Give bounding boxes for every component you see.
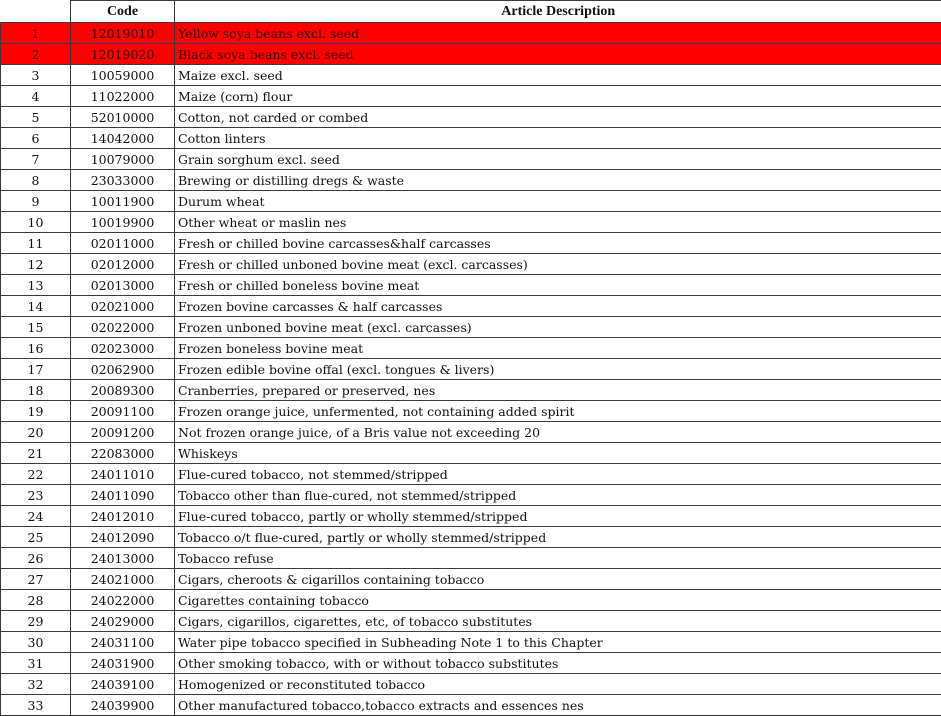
table-row [1,506,941,527]
row-description: Maize excl. seed [175,65,941,86]
row-number: 4 [1,86,71,107]
row-code: 24031100 [71,632,175,653]
row-number: 17 [1,359,71,380]
row-number: 31 [1,653,71,674]
row-description: Tobacco refuse [175,548,941,569]
row-description: Frozen edible bovine offal (excl. tongues & livers) [175,359,941,380]
row-code: 02012000 [71,254,175,275]
row-description: Whiskeys [175,443,941,464]
table-body [1,23,941,716]
row-description: Homogenized or reconstituted tobacco [175,674,941,695]
row-number: 7 [1,149,71,170]
row-code: 24039100 [71,674,175,695]
row-number: 5 [1,107,71,128]
row-code: 24011010 [71,464,175,485]
table-row [1,254,941,275]
row-code: 23033000 [71,170,175,191]
row-description: Fresh or chilled boneless bovine meat [175,275,941,296]
row-number: 21 [1,443,71,464]
row-number: 18 [1,380,71,401]
row-number: 8 [1,170,71,191]
row-code: 02022000 [71,317,175,338]
row-code: 12019020 [71,44,175,65]
row-number: 15 [1,317,71,338]
table-row [1,212,941,233]
row-description: Durum wheat [175,191,941,212]
table-row [1,443,941,464]
row-code: 20091100 [71,401,175,422]
row-number: 32 [1,674,71,695]
row-code: 24022000 [71,590,175,611]
row-description: Cotton linters [175,128,941,149]
table-row [1,632,941,653]
table-row [1,338,941,359]
table-row [1,86,941,107]
row-description: Cigars, cigarillos, cigarettes, etc, of tobacco substitutes [175,611,941,632]
table-row [1,485,941,506]
row-number: 1 [1,23,71,44]
row-code: 24039900 [71,695,175,716]
row-description: Tobacco o/t flue-cured, partly or wholly stemmed/stripped [175,527,941,548]
row-number: 25 [1,527,71,548]
row-code: 12019010 [71,23,175,44]
row-number: 23 [1,485,71,506]
table-row [1,695,941,716]
row-description: Brewing or distilling dregs & waste [175,170,941,191]
row-code: 10079000 [71,149,175,170]
table-row [1,548,941,569]
table-row [1,653,941,674]
row-description: Black soya beans excl. seed [175,44,941,65]
table-row [1,233,941,254]
row-code: 24021000 [71,569,175,590]
row-number: 26 [1,548,71,569]
table-row [1,317,941,338]
row-code: 02062900 [71,359,175,380]
row-description: Grain sorghum excl. seed [175,149,941,170]
table-row [1,44,941,65]
row-description: Cigars, cheroots & cigarillos containing tobacco [175,569,941,590]
row-description: Frozen boneless bovine meat [175,338,941,359]
row-code: 10019900 [71,212,175,233]
row-description: Fresh or chilled unboned bovine meat (excl. carcasses) [175,254,941,275]
row-code: 02021000 [71,296,175,317]
row-description: Frozen orange juice, unfermented, not containing added spirit [175,401,941,422]
row-code: 02011000 [71,233,175,254]
table-row [1,275,941,296]
row-number: 24 [1,506,71,527]
table-row [1,65,941,86]
row-code: 14042000 [71,128,175,149]
row-description: Water pipe tobacco specified in Subheading Note 1 to this Chapter [175,632,941,653]
table-row [1,170,941,191]
row-number: 27 [1,569,71,590]
row-number: 22 [1,464,71,485]
row-code: 24029000 [71,611,175,632]
row-description: Flue-cured tobacco, not stemmed/stripped [175,464,941,485]
row-number: 2 [1,44,71,65]
row-code: 20089300 [71,380,175,401]
table-row [1,569,941,590]
row-description: Fresh or chilled bovine carcasses&half carcasses [175,233,941,254]
row-description: Cotton, not carded or combed [175,107,941,128]
row-code: 24031900 [71,653,175,674]
row-code: 02013000 [71,275,175,296]
row-number: 20 [1,422,71,443]
row-description: Other smoking tobacco, with or without tobacco substitutes [175,653,941,674]
row-number: 28 [1,590,71,611]
row-description: Flue-cured tobacco, partly or wholly stemmed/stripped [175,506,941,527]
table-row [1,296,941,317]
row-number: 10 [1,212,71,233]
header-num [1,1,71,23]
row-number: 11 [1,233,71,254]
table-row [1,527,941,548]
table-row [1,590,941,611]
table-row [1,23,941,44]
row-description: Cranberries, prepared or preserved, nes [175,380,941,401]
header-code: Code [71,1,175,23]
header-description: Article Description [175,1,941,23]
row-number: 16 [1,338,71,359]
row-description: Not frozen orange juice, of a Bris value not exceeding 20 [175,422,941,443]
table-row [1,464,941,485]
row-description: Yellow soya beans excl. seed [175,23,941,44]
row-code: 20091200 [71,422,175,443]
header-row [1,1,941,23]
row-description: Other wheat or maslin nes [175,212,941,233]
table-row [1,674,941,695]
table-row [1,422,941,443]
row-description: Cigarettes containing tobacco [175,590,941,611]
row-number: 19 [1,401,71,422]
row-description: Maize (corn) flour [175,86,941,107]
table-row [1,359,941,380]
row-description: Frozen unboned bovine meat (excl. carcasses) [175,317,941,338]
row-code: 24012090 [71,527,175,548]
row-code: 22083000 [71,443,175,464]
row-number: 30 [1,632,71,653]
row-code: 10011900 [71,191,175,212]
row-code: 10059000 [71,65,175,86]
row-description: Frozen bovine carcasses & half carcasses [175,296,941,317]
row-code: 02023000 [71,338,175,359]
row-code: 24012010 [71,506,175,527]
table-row [1,128,941,149]
table-row [1,149,941,170]
row-number: 9 [1,191,71,212]
row-code: 24013000 [71,548,175,569]
table-row [1,380,941,401]
row-code: 24011090 [71,485,175,506]
table-row [1,401,941,422]
table-row [1,611,941,632]
row-description: Tobacco other than flue-cured, not stemmed/stripped [175,485,941,506]
row-number: 12 [1,254,71,275]
row-number: 14 [1,296,71,317]
row-number: 13 [1,275,71,296]
row-number: 6 [1,128,71,149]
row-number: 33 [1,695,71,716]
row-code: 11022000 [71,86,175,107]
table-row [1,191,941,212]
row-code: 52010000 [71,107,175,128]
row-description: Other manufactured tobacco,tobacco extracts and essences nes [175,695,941,716]
row-number: 3 [1,65,71,86]
table-row [1,107,941,128]
row-number: 29 [1,611,71,632]
